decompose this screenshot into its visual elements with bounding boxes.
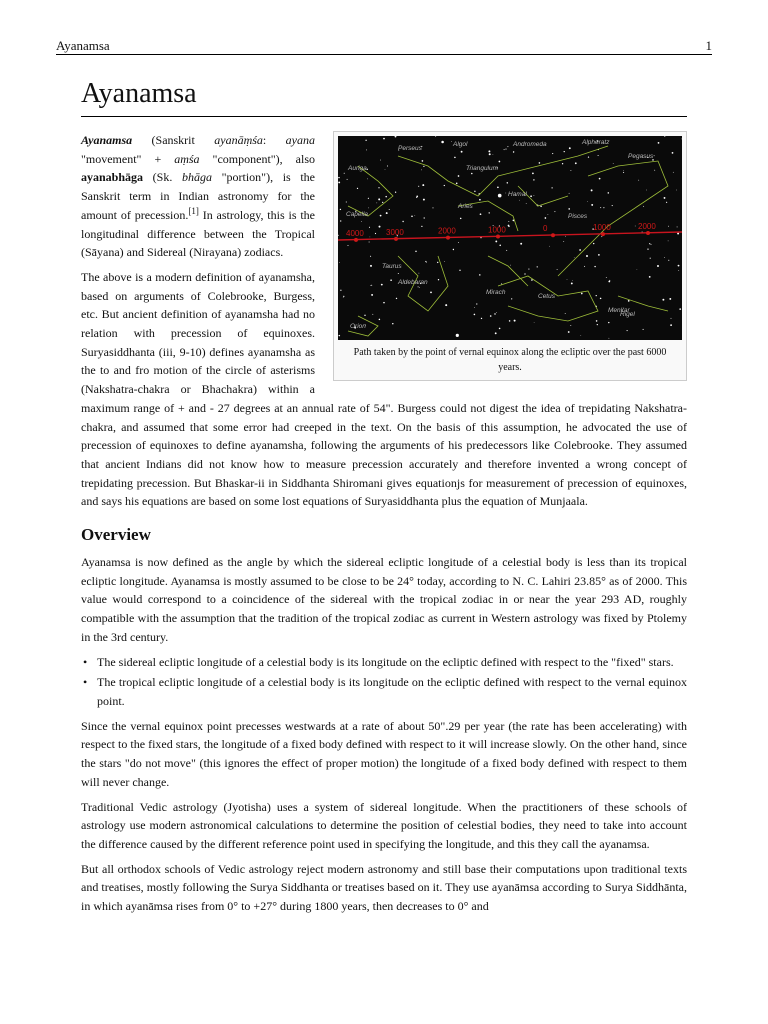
star <box>672 152 674 154</box>
star <box>596 320 598 322</box>
star <box>458 175 460 177</box>
star <box>539 162 541 164</box>
star <box>489 212 490 213</box>
star <box>668 260 669 261</box>
star <box>569 147 571 149</box>
star <box>613 163 614 164</box>
star <box>441 141 444 144</box>
star <box>411 216 413 218</box>
star <box>340 209 341 210</box>
star <box>453 249 454 250</box>
star <box>599 178 601 180</box>
star <box>392 323 393 324</box>
constellation-label: Capella <box>346 211 369 218</box>
star <box>568 208 570 210</box>
page-number: 1 <box>705 38 712 53</box>
overview-paragraph-4: But all orthodox schools of Vedic astrology reject modern astronomy and still base their computations upon traditional texts and treatises, mostly following the Surya Siddhanta or treatises based on it. They use ayanāmsa according to Surya Siddhānta, in which ayanāmsa rises from 0° to +27° during 1800 years, then decreases to 0° and <box>81 861 687 914</box>
star <box>346 201 347 202</box>
star <box>371 285 372 286</box>
star <box>480 213 482 215</box>
star <box>612 205 613 206</box>
constellation-label: Andromeda <box>513 141 547 148</box>
star <box>591 204 593 206</box>
star <box>459 270 460 271</box>
star <box>514 320 516 322</box>
star <box>382 202 383 203</box>
star <box>533 195 534 196</box>
section-heading-overview: Overview <box>81 525 151 545</box>
star <box>476 303 477 304</box>
star <box>490 315 492 317</box>
star <box>581 293 583 295</box>
star <box>418 273 419 274</box>
star <box>519 200 520 201</box>
star <box>456 182 458 184</box>
year-marker <box>394 237 398 241</box>
constellation-label: Algol <box>453 141 468 148</box>
star <box>676 190 677 191</box>
star <box>414 215 415 216</box>
constellation-label: Taurus <box>382 263 402 270</box>
star <box>609 338 610 339</box>
star <box>562 163 563 164</box>
sanskrit-amsa: aṃśa <box>174 151 200 166</box>
star <box>540 206 541 207</box>
star <box>510 265 511 266</box>
constellation-label: Pegasus <box>628 153 654 160</box>
star <box>554 211 555 212</box>
star <box>668 226 669 227</box>
star <box>654 170 655 171</box>
star <box>495 240 497 242</box>
star <box>563 241 564 242</box>
star <box>456 334 459 337</box>
constellation-label: Hamal <box>508 191 527 198</box>
star <box>565 236 566 237</box>
star <box>673 172 674 173</box>
star-map-image <box>338 136 682 340</box>
star <box>643 329 644 330</box>
star <box>671 318 672 319</box>
star <box>649 276 651 278</box>
star <box>681 139 682 140</box>
constellation-label: Triangulum <box>466 165 499 172</box>
star <box>597 324 598 325</box>
star <box>669 298 671 300</box>
star <box>668 241 669 242</box>
constellation-label: Aries <box>458 203 473 210</box>
star <box>526 203 527 204</box>
star <box>454 157 456 159</box>
star <box>493 154 494 155</box>
star <box>369 242 370 243</box>
star <box>479 199 481 201</box>
star <box>596 295 597 296</box>
star <box>371 294 373 296</box>
star <box>444 185 445 186</box>
intro-text: "portion"), is the Sanskrit term in Indian astronomy for the amount of precession. <box>81 170 316 222</box>
star <box>505 149 506 150</box>
star <box>499 161 501 163</box>
star <box>361 221 362 222</box>
star <box>508 221 509 222</box>
star <box>379 226 381 228</box>
star <box>623 170 624 171</box>
star <box>608 281 610 283</box>
star <box>598 155 599 156</box>
star <box>365 140 366 141</box>
star <box>565 313 566 314</box>
page-title: Ayanamsa <box>81 78 687 117</box>
star <box>343 297 344 298</box>
star <box>416 197 417 198</box>
star <box>654 155 655 156</box>
intro-text: "movement" + <box>81 151 175 166</box>
star <box>426 262 427 263</box>
star <box>444 261 445 262</box>
star <box>603 207 604 208</box>
star <box>347 179 348 180</box>
running-title: Ayanamsa <box>56 38 110 53</box>
star <box>545 217 547 219</box>
star <box>570 170 571 171</box>
constellation-label: Auriga <box>348 165 367 172</box>
star <box>498 194 502 198</box>
star <box>402 221 403 222</box>
star <box>438 279 439 280</box>
star <box>506 250 507 251</box>
figure-equinox-path <box>333 131 687 381</box>
overview-paragraph-1: Ayanamsa is now defined as the angle by which the sidereal ecliptic longitude of a celestial body is less than its tropical ecliptic longitude. Ayanamsa is mostly assumed to be close to be 24° today, according to N. C. Lahiri 23.85° as of 2000. This value would correspond to a coincidence of the sidereal with the tropical zodiac in or near the year 293 AD, roughly compatible with the assumption that the tradition of the tropical zodiac as current in Western astrology was fixed by Ptolemy in the 3rd century. <box>81 555 687 644</box>
star <box>505 193 506 194</box>
star <box>370 237 371 238</box>
star <box>368 198 369 199</box>
star <box>458 242 459 243</box>
star <box>499 245 501 247</box>
star <box>340 290 341 291</box>
star <box>419 287 420 288</box>
star <box>370 256 371 257</box>
star <box>380 215 382 217</box>
year-label: 4000 <box>346 228 364 238</box>
star <box>600 207 601 208</box>
star <box>376 203 377 204</box>
list-item: • The sidereal ecliptic longitude of a celestial body is its longitude on the ecliptic defined with respect to the "fixed" stars. <box>97 653 687 672</box>
star <box>664 257 665 258</box>
constellation-label: Rigel <box>620 311 635 318</box>
constellation-label: Orion <box>350 323 366 330</box>
year-marker <box>646 231 650 235</box>
star <box>383 302 385 304</box>
star <box>608 192 610 194</box>
star <box>366 149 367 150</box>
star <box>598 254 600 256</box>
term-ayanabhaga: ayanabhāga <box>81 170 144 185</box>
star <box>418 286 419 287</box>
star <box>552 153 553 154</box>
star <box>647 248 648 249</box>
star <box>594 266 595 267</box>
star <box>537 266 538 267</box>
star <box>569 193 570 194</box>
star <box>670 324 672 326</box>
year-label: 3000 <box>386 227 404 237</box>
star <box>344 173 345 174</box>
star <box>646 190 647 191</box>
star <box>497 186 499 188</box>
star <box>570 325 571 326</box>
star <box>650 258 651 259</box>
star <box>678 270 679 271</box>
star <box>488 150 490 152</box>
star <box>664 197 666 199</box>
constellation-label: Perseus <box>398 145 422 152</box>
star <box>575 162 577 164</box>
star <box>530 195 532 197</box>
overview-paragraph-2: Since the vernal equinox point precesses westwards at a rate of about 50".29 per year (the rate has been accelerating) with respect to the fixed stars, the longitude of a fixed body defined with respect to it will increase slowly. On the other hand, since the stars "do not move" (this ignores the effect of proper motion) the longitude of a fixed body defined with respect to them will never change. <box>81 718 687 789</box>
star <box>548 214 549 215</box>
star <box>508 226 509 227</box>
star <box>591 189 593 191</box>
star <box>460 218 462 220</box>
star <box>367 169 368 170</box>
star <box>571 282 573 284</box>
star <box>378 198 380 200</box>
star <box>623 172 624 173</box>
star <box>389 209 390 210</box>
star <box>638 180 639 181</box>
star <box>340 220 341 221</box>
list-item: • The tropical ecliptic longitude of a celestial body is its longitude on the ecliptic defined with respect to the vernal equinox point. <box>97 673 687 710</box>
star <box>421 170 422 171</box>
figure-caption: Path taken by the point of vernal equinox along the ecliptic over the past 6000 years. <box>353 347 667 373</box>
star <box>437 262 438 263</box>
star <box>499 328 501 330</box>
star <box>677 233 679 235</box>
constellation-label: Mirach <box>486 289 506 296</box>
star <box>532 173 534 175</box>
star <box>584 266 585 267</box>
star <box>479 274 481 276</box>
star <box>586 255 588 257</box>
star <box>579 249 581 251</box>
star <box>666 202 667 203</box>
star <box>432 207 433 208</box>
intro-text: (Sanskrit <box>132 133 215 147</box>
star <box>422 184 424 186</box>
year-marker <box>601 232 605 236</box>
star <box>528 269 529 270</box>
star <box>495 332 497 334</box>
star <box>588 156 589 157</box>
star <box>398 273 399 274</box>
star <box>651 244 652 245</box>
star <box>564 151 565 152</box>
year-marker <box>551 233 555 237</box>
star <box>474 307 475 308</box>
star <box>572 280 573 281</box>
year-marker <box>446 236 450 240</box>
star <box>339 335 340 336</box>
longitude-bullet-list <box>81 653 687 711</box>
star <box>511 298 512 299</box>
star <box>364 315 365 316</box>
star <box>520 243 522 245</box>
star <box>507 146 508 147</box>
star <box>509 320 511 322</box>
star <box>385 196 387 198</box>
star <box>496 312 497 313</box>
reference-link[interactable]: [1] <box>188 205 199 216</box>
year-label: 1000 <box>488 225 506 235</box>
star <box>608 322 609 323</box>
star <box>549 246 550 247</box>
constellation-label: Alpheratz <box>582 139 610 146</box>
star <box>649 243 650 244</box>
star <box>387 165 388 166</box>
star <box>383 138 385 140</box>
star <box>372 314 373 315</box>
year-label: 1000 <box>593 223 611 233</box>
star <box>378 187 379 188</box>
intro-text: (Sk. <box>143 170 182 185</box>
star <box>507 182 508 183</box>
star <box>451 141 452 142</box>
definition-paragraph: The above is a modern definition of ayanamsha, based on arguments of Colebrooke, Burgess, etc. But ancient definition of ayanamsha had no relation with precession of equinoxes. Suryasiddhanta (iii, 9-10) defines ayanamsha as the to and fro motion of the circle of asterisms (Nakshatra-chakra or Bhachakra) within a maximum range of + and - 27 degrees at an annual rate of 54". Burgess could not digest the idea of trepidating Nakshatra-chakra, and assumed that some error had creeped in the text. On the basis of this assumption, he advocated the use of precession of equinoxes to define ayanamsha, following the arguments of his predecessors like Colebrooke. They assumed that ancient Indians did not know how to measure precession accurately and therefore invented a wrong concept of trepidating precession. But Bhaskar-ii in Siddhanta Shiromani gives equationjs for measurement of precession of equinoxes, and says his equations are based on some lost equations of Suryasiddhanta plus the equation of Munjaala. <box>81 269 687 509</box>
star <box>396 298 397 299</box>
intro-text: In astrology, this is the longitudinal difference between the Tropical (Sāyana) and Sidereal (Nirayana) zodiacs. <box>81 207 316 260</box>
star <box>657 265 659 267</box>
article-body <box>81 70 687 922</box>
star <box>368 208 369 209</box>
star <box>581 335 582 336</box>
year-marker <box>496 235 500 239</box>
star <box>677 226 678 227</box>
sanskrit-bhaga: bhāga <box>181 170 212 185</box>
star <box>421 226 422 227</box>
star <box>422 160 424 162</box>
year-label: 0 <box>543 224 548 234</box>
star <box>679 308 681 310</box>
sanskrit-term: ayanāṃśa <box>214 133 263 147</box>
star <box>574 257 575 258</box>
star <box>418 186 419 187</box>
star <box>627 330 628 331</box>
star <box>424 217 425 218</box>
star <box>395 192 396 193</box>
constellation-label: Aldebaran <box>398 279 428 286</box>
star <box>385 169 386 170</box>
star <box>524 273 525 274</box>
star <box>534 322 535 323</box>
star <box>501 283 502 284</box>
star <box>423 166 424 167</box>
star <box>606 277 607 278</box>
star <box>445 304 447 306</box>
star <box>635 226 636 227</box>
star <box>568 331 570 333</box>
star <box>338 181 340 183</box>
star <box>658 142 660 144</box>
sanskrit-ayana: ayana <box>285 133 315 147</box>
star <box>567 279 568 280</box>
star <box>481 318 482 319</box>
star <box>474 191 475 192</box>
star <box>430 292 432 294</box>
star <box>474 314 476 316</box>
star <box>513 151 514 152</box>
star <box>380 160 381 161</box>
intro-text: "component"), also <box>199 151 315 166</box>
star <box>504 149 505 150</box>
star <box>370 285 371 286</box>
year-label: 2000 <box>638 222 656 232</box>
star <box>461 151 463 153</box>
star <box>369 227 370 228</box>
star <box>367 179 368 180</box>
star <box>600 298 602 300</box>
star <box>551 187 552 188</box>
star <box>593 243 594 244</box>
star <box>415 251 416 252</box>
star <box>643 206 644 207</box>
running-header <box>56 36 712 55</box>
star <box>628 300 630 302</box>
star <box>489 153 491 155</box>
star <box>425 261 426 262</box>
star <box>471 173 473 175</box>
year-marker <box>354 238 358 242</box>
star <box>601 236 602 237</box>
star <box>494 313 495 314</box>
star <box>348 245 349 246</box>
star <box>662 299 664 301</box>
overview-paragraph-3: Traditional Vedic astrology (Jyotisha) uses a system of sidereal longitude. When the practitioners of these schools of astrology use modern astronomical calculations to determine the position of celestial bodies, they need to take into account the difference caused by the different reference point used in specifying the longitude, and this they call the ayanamsa. <box>81 799 687 851</box>
star <box>557 269 558 270</box>
term-ayanamsa: Ayanamsa <box>81 133 133 147</box>
star <box>423 199 425 201</box>
star <box>339 262 340 263</box>
intro-text: : <box>262 133 286 147</box>
star <box>390 279 392 281</box>
constellation-label: Cetus <box>538 293 555 300</box>
star <box>375 233 376 234</box>
constellation-label: Menkar <box>608 307 630 314</box>
star <box>338 177 339 178</box>
star <box>637 269 638 270</box>
star <box>379 319 381 321</box>
star <box>533 179 534 180</box>
star <box>587 201 588 202</box>
star <box>381 284 383 286</box>
star <box>343 296 344 297</box>
star <box>386 212 388 214</box>
star <box>370 265 372 267</box>
star <box>357 188 358 189</box>
year-label: 2000 <box>438 226 456 236</box>
constellation-label: Pisces <box>568 213 588 220</box>
star <box>678 265 680 267</box>
